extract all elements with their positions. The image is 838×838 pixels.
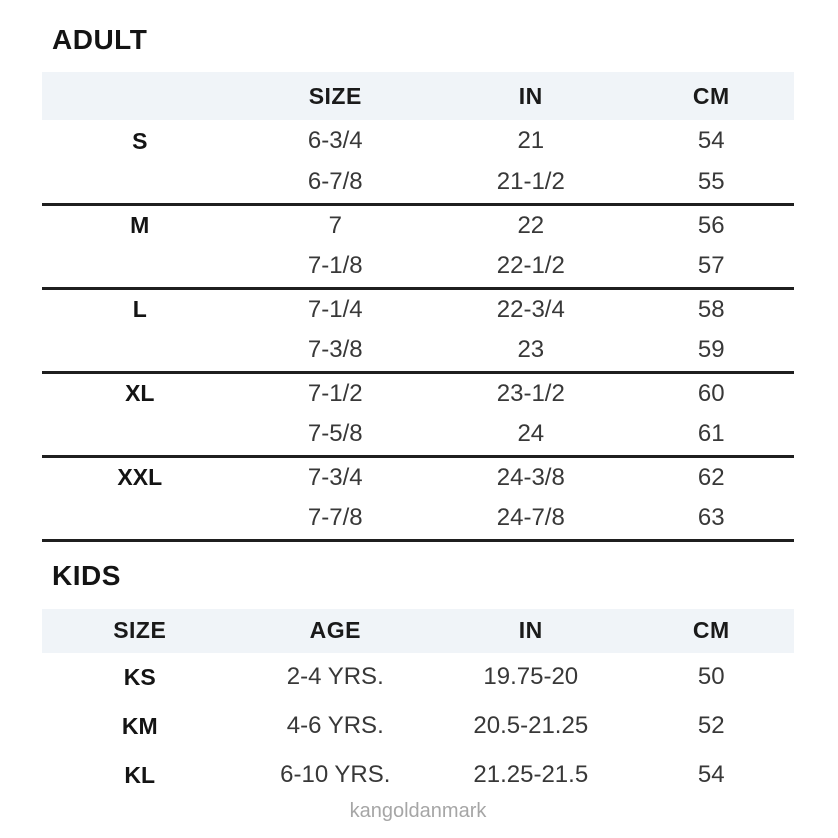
- size-group-label: S: [132, 127, 148, 154]
- size-value: 7-3/8: [238, 330, 434, 372]
- size-group-label: [42, 246, 238, 288]
- inches-value: 23-1/2: [496, 379, 565, 407]
- adult-section-title: ADULT: [52, 24, 148, 55]
- table-row: [42, 246, 794, 288]
- inches-value: 22-3/4: [496, 295, 565, 323]
- size-group-label: XL: [125, 380, 155, 407]
- watermark: kangoldanmark: [349, 799, 487, 822]
- age-value: 4-6 YRS.: [286, 712, 384, 739]
- inches-value: 19.75-20: [483, 663, 579, 690]
- table-row: [42, 120, 794, 162]
- size-group-label: KS: [123, 663, 156, 690]
- cm-value: 55: [629, 162, 794, 204]
- size-group-label: [42, 414, 238, 456]
- size-group-label: KM: [121, 712, 158, 739]
- table-row: [42, 702, 794, 751]
- size-group-label: KL: [124, 761, 156, 788]
- size-value: 7-5/8: [238, 414, 434, 456]
- cm-value: 57: [629, 246, 794, 288]
- size-group-label: M: [130, 212, 150, 239]
- cm-value: 59: [629, 330, 794, 372]
- table-row: [42, 498, 794, 540]
- size-group-label: [42, 330, 238, 372]
- size-value: 7-7/8: [238, 498, 434, 540]
- kids-header-age: AGE: [309, 617, 361, 643]
- cm-value: 54: [697, 761, 725, 788]
- inches-value: 24: [433, 414, 629, 456]
- cm-value: 58: [697, 295, 725, 323]
- size-value: 7-1/2: [307, 379, 363, 407]
- age-value: 6-10 YRS.: [280, 761, 391, 788]
- table-row: [42, 372, 794, 414]
- cm-value: 63: [629, 498, 794, 540]
- size-group-label: [42, 162, 238, 204]
- kids-header-size: SIZE: [113, 617, 167, 643]
- table-row: [42, 456, 794, 498]
- table-row: [42, 204, 794, 246]
- size-value: 6-7/8: [238, 162, 434, 204]
- cm-value: 50: [697, 663, 725, 690]
- table-row: [42, 751, 794, 800]
- cm-value: 62: [697, 463, 725, 491]
- table-row: [42, 653, 794, 702]
- kids-header-cm: CM: [692, 617, 730, 643]
- inches-value: 21-1/2: [433, 162, 629, 204]
- size-value: 7: [328, 211, 342, 239]
- adult-header-blank: [42, 72, 238, 120]
- adult-header-size: SIZE: [308, 82, 362, 109]
- inches-value: 21: [517, 127, 545, 154]
- size-value: 6-3/4: [307, 127, 363, 154]
- table-row: [42, 288, 794, 330]
- age-value: 2-4 YRS.: [286, 663, 384, 690]
- inches-value: 22: [517, 211, 545, 239]
- inches-value: 22-1/2: [433, 246, 629, 288]
- size-group-label: XXL: [117, 464, 163, 491]
- inches-value: 23: [433, 330, 629, 372]
- table-row: [42, 330, 794, 372]
- adult-header-in: IN: [518, 82, 543, 109]
- cm-value: 52: [697, 712, 725, 739]
- size-group-label: [42, 498, 238, 540]
- table-row: [42, 162, 794, 204]
- adult-size-table: [42, 72, 794, 542]
- kids-header-row: [42, 609, 794, 653]
- adult-header-cm: CM: [692, 82, 730, 109]
- cm-value: 60: [697, 379, 725, 407]
- kids-section-title: KIDS: [52, 559, 121, 591]
- cm-value: 54: [697, 127, 725, 154]
- kids-header-in: IN: [518, 617, 543, 643]
- cm-value: 56: [697, 211, 725, 239]
- size-value: 7-3/4: [307, 463, 363, 491]
- inches-value: 21.25-21.5: [473, 761, 589, 788]
- size-group-label: L: [132, 296, 147, 323]
- cm-value: 61: [629, 414, 794, 456]
- kids-size-table: [42, 609, 794, 800]
- size-value: 7-1/8: [238, 246, 434, 288]
- inches-value: 24-7/8: [433, 498, 629, 540]
- inches-value: 20.5-21.25: [473, 712, 589, 739]
- inches-value: 24-3/8: [496, 463, 565, 491]
- adult-header-row: [42, 72, 794, 120]
- size-value: 7-1/4: [307, 295, 363, 323]
- table-row: [42, 414, 794, 456]
